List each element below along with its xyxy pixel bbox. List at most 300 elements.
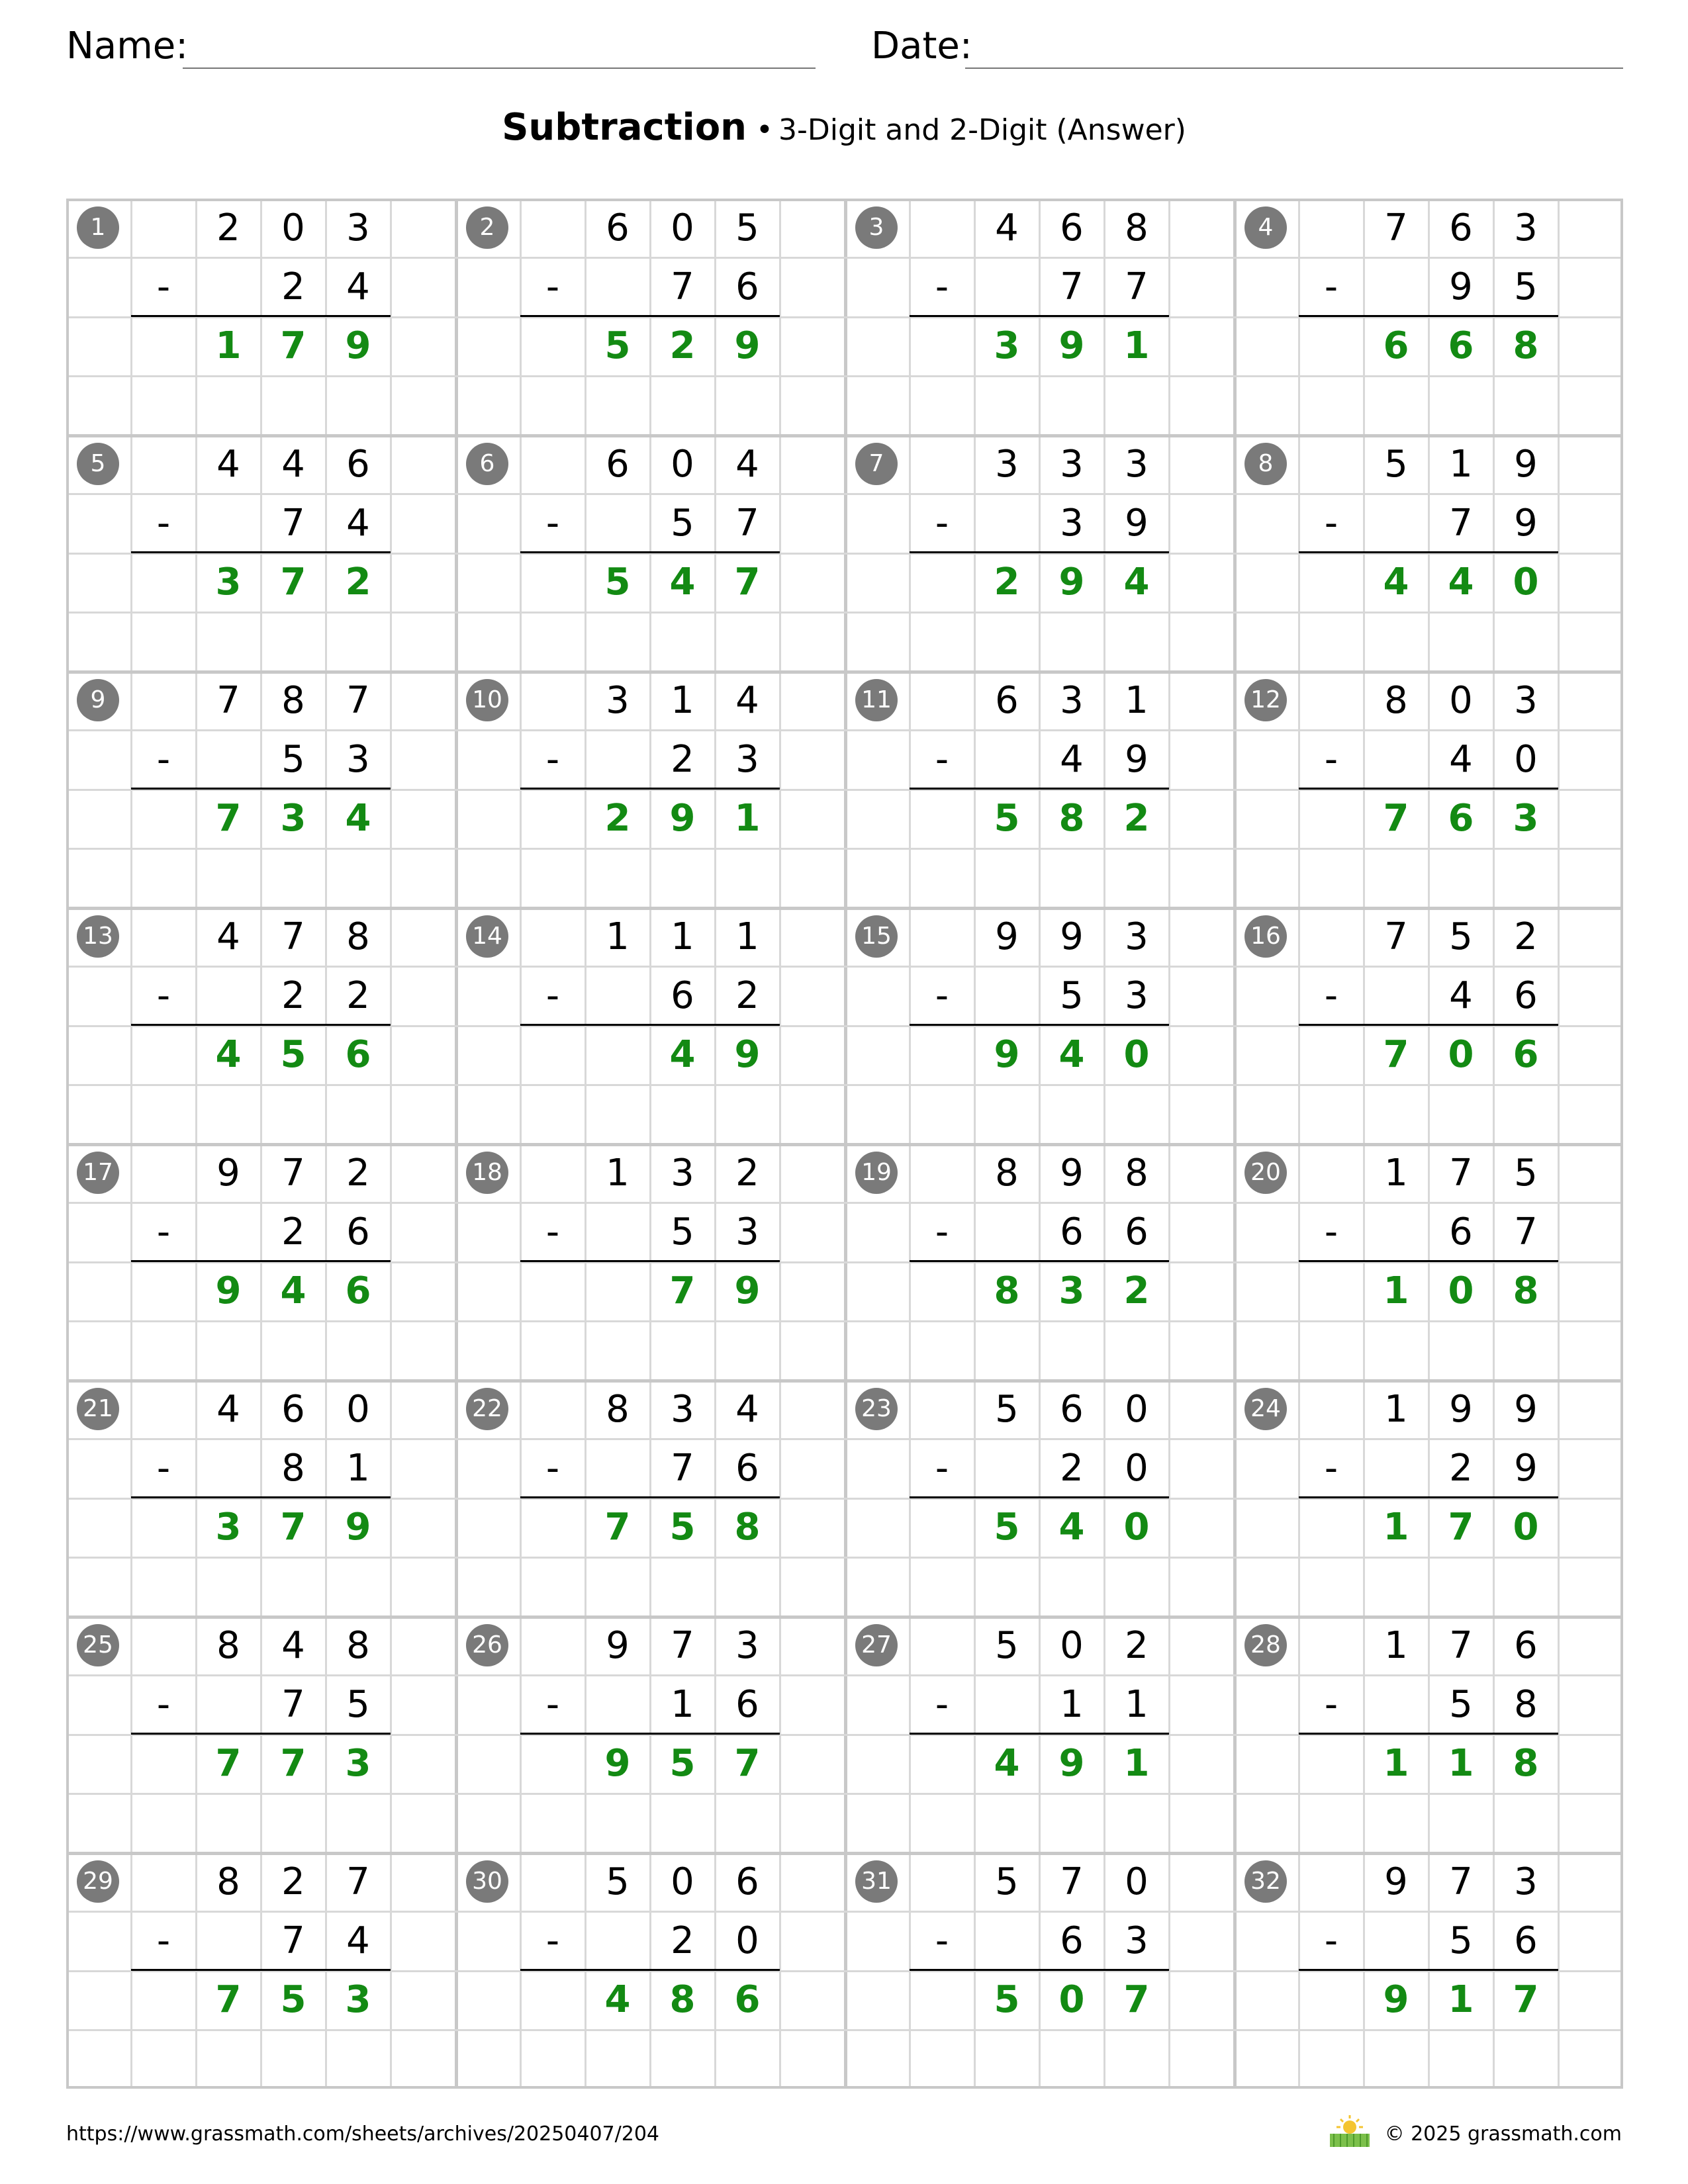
answer-digit[interactable]: 0 xyxy=(1448,1269,1474,1312)
minuend-digit: 0 xyxy=(281,206,305,250)
minuend-digit: 1 xyxy=(1384,1624,1408,1667)
minuend-digit: 8 xyxy=(216,1860,240,1903)
answer-digit[interactable]: 9 xyxy=(1383,1978,1409,2021)
footer-url[interactable]: https://www.grassmath.com/sheets/archives/20250407/204 xyxy=(66,2122,660,2146)
subtrahend-digit: 9 xyxy=(1514,502,1538,545)
answer-digit[interactable]: 4 xyxy=(1448,561,1474,604)
answer-digit[interactable]: 5 xyxy=(604,324,631,367)
minuend-digit: 3 xyxy=(671,1152,694,1195)
answer-digit[interactable]: 7 xyxy=(280,324,306,367)
answer-digit[interactable]: 8 xyxy=(734,1506,761,1549)
subtrahend-digit: 9 xyxy=(1125,502,1149,545)
minus-sign: - xyxy=(1324,1919,1338,1962)
minuend-digit: 8 xyxy=(1125,206,1149,250)
answer-digit[interactable]: 1 xyxy=(1448,1978,1474,2021)
answer-digit[interactable]: 3 xyxy=(215,561,242,604)
minuend-digit: 3 xyxy=(346,206,370,250)
minuend-digit: 4 xyxy=(281,1624,305,1667)
minus-sign: - xyxy=(156,738,171,781)
minus-sign: - xyxy=(935,974,949,1017)
subtrahend-digit: 3 xyxy=(346,738,370,781)
minuend-digit: 1 xyxy=(606,1152,630,1195)
minuend-digit: 9 xyxy=(216,1152,240,1195)
worksheet-title xyxy=(0,105,1688,159)
minuend-digit: 0 xyxy=(1125,1388,1149,1431)
answer-digit[interactable]: 6 xyxy=(1448,324,1474,367)
answer-digit[interactable]: 8 xyxy=(1058,797,1085,840)
minuend-digit: 8 xyxy=(995,1152,1019,1195)
answer-digit[interactable]: 5 xyxy=(994,797,1020,840)
answer-digit[interactable]: 7 xyxy=(604,1506,631,1549)
answer-digit[interactable]: 5 xyxy=(604,561,631,604)
problem-number-badge: 23 xyxy=(855,1388,898,1430)
answer-digit[interactable]: 4 xyxy=(1058,1506,1085,1549)
answer-digit[interactable]: 5 xyxy=(280,1978,306,2021)
footer-copyright: © 2025 grassmath.com xyxy=(1384,2122,1622,2146)
subtrahend-digit: 2 xyxy=(281,1210,305,1253)
subtrahend-digit: 2 xyxy=(346,974,370,1017)
minuend-digit: 7 xyxy=(346,1860,370,1903)
minuend-digit: 8 xyxy=(606,1388,630,1431)
minuend-digit: 6 xyxy=(735,1860,759,1903)
answer-digit[interactable]: 4 xyxy=(345,797,371,840)
subtrahend-digit: 4 xyxy=(346,265,370,308)
minus-sign: - xyxy=(545,502,560,545)
problem-number-badge: 12 xyxy=(1244,679,1287,721)
subtrahend-digit: 6 xyxy=(735,1683,759,1726)
subtrahend-digit: 7 xyxy=(281,502,305,545)
subtrahend-digit: 4 xyxy=(346,1919,370,1962)
problem-number-badge: 9 xyxy=(77,679,119,721)
minuend-digit: 1 xyxy=(735,915,759,958)
minus-sign: - xyxy=(156,265,171,308)
minuend-digit: 2 xyxy=(216,206,240,250)
answer-digit[interactable]: 0 xyxy=(1448,1033,1474,1076)
minuend-digit: 5 xyxy=(995,1388,1019,1431)
minuend-digit: 3 xyxy=(1060,443,1084,486)
answer-digit[interactable]: 1 xyxy=(1383,1506,1409,1549)
minuend-digit: 7 xyxy=(216,679,240,722)
subtrahend-digit: 2 xyxy=(1449,1447,1473,1490)
minuend-digit: 3 xyxy=(606,679,630,722)
date-label: Date: xyxy=(871,24,972,68)
answer-digit[interactable]: 9 xyxy=(604,1742,631,1785)
minuend-digit: 3 xyxy=(671,1388,694,1431)
minuend-digit: 1 xyxy=(1449,443,1473,486)
answer-digit[interactable]: 0 xyxy=(1513,561,1539,604)
subtrahend-digit: 6 xyxy=(671,974,694,1017)
problem-number-badge: 28 xyxy=(1244,1624,1287,1666)
title-subtitle: 3-Digit and 2-Digit (Answer) xyxy=(778,113,1186,147)
minuend-digit: 1 xyxy=(1384,1152,1408,1195)
answer-digit[interactable]: 4 xyxy=(215,1033,242,1076)
subtrahend-digit: 5 xyxy=(671,1210,694,1253)
minuend-digit: 2 xyxy=(1514,915,1538,958)
minuend-digit: 1 xyxy=(671,915,694,958)
problem-number-badge: 2 xyxy=(466,206,508,249)
subtrahend-digit: 5 xyxy=(281,738,305,781)
answer-digit[interactable]: 4 xyxy=(669,561,696,604)
answer-digit[interactable]: 8 xyxy=(1513,324,1539,367)
answer-digit[interactable]: 3 xyxy=(280,797,306,840)
answer-digit[interactable]: 1 xyxy=(1448,1742,1474,1785)
minuend-digit: 4 xyxy=(281,443,305,486)
answer-digit[interactable]: 5 xyxy=(669,1506,696,1549)
problem-number-badge: 20 xyxy=(1244,1152,1287,1194)
subtrahend-digit: 3 xyxy=(735,738,759,781)
subtrahend-digit: 2 xyxy=(735,974,759,1017)
minus-sign: - xyxy=(156,502,171,545)
answer-digit[interactable]: 5 xyxy=(994,1978,1020,2021)
answer-digit[interactable]: 8 xyxy=(1513,1269,1539,1312)
problem-number-badge: 25 xyxy=(77,1624,119,1666)
problem-number-badge: 1 xyxy=(77,206,119,249)
minuend-digit: 1 xyxy=(1125,679,1149,722)
subtrahend-digit: 2 xyxy=(1060,1447,1084,1490)
minuend-digit: 2 xyxy=(281,1860,305,1903)
minus-sign: - xyxy=(1324,265,1338,308)
answer-digit[interactable]: 9 xyxy=(215,1269,242,1312)
minuend-digit: 0 xyxy=(671,1860,694,1903)
answer-digit[interactable]: 3 xyxy=(215,1506,242,1549)
minuend-digit: 9 xyxy=(1060,1152,1084,1195)
answer-digit[interactable]: 9 xyxy=(734,1033,761,1076)
answer-digit[interactable]: 6 xyxy=(1513,1033,1539,1076)
minuend-digit: 9 xyxy=(1514,443,1538,486)
answer-digit[interactable]: 4 xyxy=(1383,561,1409,604)
answer-digit[interactable]: 8 xyxy=(1513,1742,1539,1785)
answer-digit[interactable]: 7 xyxy=(280,561,306,604)
problem-number-badge: 8 xyxy=(1244,443,1287,485)
answer-digit[interactable]: 0 xyxy=(1058,1978,1085,2021)
problem-number-badge: 5 xyxy=(77,443,119,485)
minuend-digit: 7 xyxy=(281,915,305,958)
subtrahend-digit: 4 xyxy=(346,502,370,545)
answer-digit[interactable]: 3 xyxy=(1513,797,1539,840)
subtrahend-digit: 5 xyxy=(671,502,694,545)
subtrahend-digit: 9 xyxy=(1125,738,1149,781)
answer-digit[interactable]: 9 xyxy=(669,797,696,840)
name-label: Name: xyxy=(66,24,189,68)
answer-digit[interactable]: 7 xyxy=(734,1742,761,1785)
minuend-digit: 1 xyxy=(671,679,694,722)
answer-digit[interactable]: 7 xyxy=(215,797,242,840)
answer-digit[interactable]: 9 xyxy=(1058,561,1085,604)
answer-digit[interactable]: 4 xyxy=(1058,1033,1085,1076)
answer-digit[interactable]: 7 xyxy=(215,1978,242,2021)
answer-digit[interactable]: 8 xyxy=(994,1269,1020,1312)
title-separator: • xyxy=(756,113,773,147)
answer-digit[interactable]: 3 xyxy=(345,1978,371,2021)
minuend-digit: 3 xyxy=(1514,206,1538,250)
minuend-digit: 6 xyxy=(995,679,1019,722)
minuend-digit: 6 xyxy=(1514,1624,1538,1667)
answer-digit[interactable]: 2 xyxy=(669,324,696,367)
answer-digit[interactable]: 6 xyxy=(345,1033,371,1076)
minus-sign: - xyxy=(156,1210,171,1253)
minuend-digit: 3 xyxy=(1514,679,1538,722)
subtrahend-digit: 2 xyxy=(281,265,305,308)
subtrahend-digit: 6 xyxy=(1060,1210,1084,1253)
answer-digit[interactable]: 7 xyxy=(280,1506,306,1549)
subtrahend-digit: 6 xyxy=(1449,1210,1473,1253)
subtrahend-digit: 2 xyxy=(671,1919,694,1962)
minuend-digit: 7 xyxy=(346,679,370,722)
subtrahend-digit: 3 xyxy=(1125,974,1149,1017)
answer-digit[interactable]: 7 xyxy=(1383,797,1409,840)
answer-digit[interactable]: 1 xyxy=(1383,1269,1409,1312)
answer-digit[interactable]: 8 xyxy=(669,1978,696,2021)
minus-sign: - xyxy=(545,974,560,1017)
name-line[interactable] xyxy=(183,68,816,69)
answer-digit[interactable]: 7 xyxy=(1513,1978,1539,2021)
worksheet-grid xyxy=(66,199,1623,2089)
minuend-digit: 9 xyxy=(1514,1388,1538,1431)
answer-digit[interactable]: 7 xyxy=(669,1269,696,1312)
answer-digit[interactable]: 9 xyxy=(734,1269,761,1312)
minuend-digit: 5 xyxy=(995,1624,1019,1667)
minuend-digit: 5 xyxy=(1449,915,1473,958)
answer-digit[interactable]: 4 xyxy=(669,1033,696,1076)
subtrahend-digit: 9 xyxy=(1449,265,1473,308)
answer-digit[interactable]: 4 xyxy=(994,1742,1020,1785)
answer-digit[interactable]: 1 xyxy=(734,797,761,840)
minuend-digit: 3 xyxy=(735,1624,759,1667)
answer-digit[interactable]: 9 xyxy=(1058,324,1085,367)
minuend-digit: 8 xyxy=(1125,1152,1149,1195)
minuend-digit: 6 xyxy=(346,443,370,486)
answer-digit[interactable]: 1 xyxy=(215,324,242,367)
minuend-digit: 6 xyxy=(606,443,630,486)
answer-digit[interactable]: 2 xyxy=(994,561,1020,604)
subtrahend-digit: 6 xyxy=(1514,1919,1538,1962)
subtrahend-digit: 5 xyxy=(1449,1919,1473,1962)
subtrahend-digit: 7 xyxy=(735,502,759,545)
subtrahend-digit: 5 xyxy=(1060,974,1084,1017)
minus-sign: - xyxy=(156,1447,171,1490)
minus-sign: - xyxy=(1324,1210,1338,1253)
subtrahend-digit: 5 xyxy=(346,1683,370,1726)
minus-sign: - xyxy=(935,738,949,781)
answer-digit[interactable]: 7 xyxy=(734,561,761,604)
subtrahend-digit: 6 xyxy=(1125,1210,1149,1253)
minus-sign: - xyxy=(935,1683,949,1726)
minus-sign: - xyxy=(935,265,949,308)
minuend-digit: 2 xyxy=(735,1152,759,1195)
problem-number-badge: 31 xyxy=(855,1860,898,1903)
minuend-digit: 7 xyxy=(671,1624,694,1667)
minuend-digit: 6 xyxy=(1449,206,1473,250)
subtrahend-digit: 0 xyxy=(735,1919,759,1962)
answer-digit[interactable]: 4 xyxy=(280,1269,306,1312)
minuend-digit: 2 xyxy=(1125,1624,1149,1667)
subtrahend-digit: 7 xyxy=(281,1683,305,1726)
answer-digit[interactable]: 2 xyxy=(604,797,631,840)
minuend-digit: 4 xyxy=(735,679,759,722)
title-main: Subtraction xyxy=(502,106,747,149)
problem-number-badge: 17 xyxy=(77,1152,119,1194)
problem-number-badge: 6 xyxy=(466,443,508,485)
problem-number-badge: 30 xyxy=(466,1860,508,1903)
subtrahend-digit: 6 xyxy=(1060,1919,1084,1962)
problem-number-badge: 13 xyxy=(77,915,119,958)
minuend-digit: 3 xyxy=(1125,915,1149,958)
minuend-digit: 4 xyxy=(735,443,759,486)
answer-digit[interactable]: 2 xyxy=(1123,797,1150,840)
answer-digit[interactable]: 0 xyxy=(1513,1506,1539,1549)
minuend-digit: 3 xyxy=(1060,679,1084,722)
answer-digit[interactable]: 4 xyxy=(1123,561,1150,604)
minuend-digit: 0 xyxy=(1125,1860,1149,1903)
answer-digit[interactable]: 7 xyxy=(280,1742,306,1785)
minus-sign: - xyxy=(1324,1447,1338,1490)
minus-sign: - xyxy=(545,1919,560,1962)
problem-number-badge: 27 xyxy=(855,1624,898,1666)
minus-sign: - xyxy=(935,502,949,545)
minuend-digit: 0 xyxy=(1060,1624,1084,1667)
subtrahend-digit: 7 xyxy=(1514,1210,1538,1253)
date-line[interactable] xyxy=(965,68,1623,69)
answer-digit[interactable]: 6 xyxy=(734,1978,761,2021)
minuend-digit: 1 xyxy=(1384,1388,1408,1431)
minus-sign: - xyxy=(1324,974,1338,1017)
answer-digit[interactable]: 5 xyxy=(280,1033,306,1076)
minuend-digit: 7 xyxy=(1384,206,1408,250)
minuend-digit: 0 xyxy=(1449,679,1473,722)
answer-digit[interactable]: 9 xyxy=(1058,1742,1085,1785)
minus-sign: - xyxy=(545,1210,560,1253)
minus-sign: - xyxy=(1324,1683,1338,1726)
answer-digit[interactable]: 1 xyxy=(1123,1742,1150,1785)
minuend-digit: 3 xyxy=(1514,1860,1538,1903)
problem-number-badge: 29 xyxy=(77,1860,119,1903)
answer-digit[interactable]: 3 xyxy=(345,1742,371,1785)
grass-sun-logo-icon xyxy=(1326,2113,1374,2150)
minuend-digit: 2 xyxy=(346,1152,370,1195)
subtrahend-digit: 7 xyxy=(671,1447,694,1490)
answer-digit[interactable]: 6 xyxy=(1383,324,1409,367)
subtrahend-digit: 7 xyxy=(1060,265,1084,308)
answer-digit[interactable]: 0 xyxy=(1123,1033,1150,1076)
subtrahend-digit: 3 xyxy=(1060,502,1084,545)
answer-digit[interactable]: 3 xyxy=(1058,1269,1085,1312)
minuend-digit: 7 xyxy=(281,1152,305,1195)
answer-digit[interactable]: 9 xyxy=(994,1033,1020,1076)
minus-sign: - xyxy=(545,1447,560,1490)
problem-number-badge: 11 xyxy=(855,679,898,721)
minuend-digit: 7 xyxy=(1449,1152,1473,1195)
minus-sign: - xyxy=(156,1683,171,1726)
problem-number-badge: 10 xyxy=(466,679,508,721)
minuend-digit: 4 xyxy=(735,1388,759,1431)
minuend-digit: 6 xyxy=(1060,1388,1084,1431)
subtrahend-digit: 3 xyxy=(1125,1919,1149,1962)
answer-digit[interactable]: 6 xyxy=(345,1269,371,1312)
answer-digit[interactable]: 7 xyxy=(1383,1033,1409,1076)
answer-digit[interactable]: 9 xyxy=(734,324,761,367)
answer-digit[interactable]: 7 xyxy=(1448,1506,1474,1549)
answer-digit[interactable]: 4 xyxy=(604,1978,631,2021)
problem-number-badge: 7 xyxy=(855,443,898,485)
minuend-digit: 5 xyxy=(735,206,759,250)
problem-number-badge: 24 xyxy=(1244,1388,1287,1430)
minus-sign: - xyxy=(156,1919,171,1962)
subtrahend-digit: 7 xyxy=(1449,502,1473,545)
answer-digit[interactable]: 1 xyxy=(1383,1742,1409,1785)
minuend-digit: 9 xyxy=(1060,915,1084,958)
answer-digit[interactable]: 1 xyxy=(1123,324,1150,367)
subtrahend-digit: 1 xyxy=(1125,1683,1149,1726)
problem-number-badge: 3 xyxy=(855,206,898,249)
minus-sign: - xyxy=(1324,502,1338,545)
problem-number-badge: 22 xyxy=(466,1388,508,1430)
minuend-digit: 9 xyxy=(1449,1388,1473,1431)
subtrahend-digit: 0 xyxy=(1514,738,1538,781)
problem-number-badge: 19 xyxy=(855,1152,898,1194)
minuend-digit: 0 xyxy=(671,443,694,486)
minuend-digit: 4 xyxy=(995,206,1019,250)
minuend-digit: 5 xyxy=(995,1860,1019,1903)
minuend-digit: 5 xyxy=(606,1860,630,1903)
subtrahend-digit: 1 xyxy=(1060,1683,1084,1726)
problem-number-badge: 16 xyxy=(1244,915,1287,958)
minuend-digit: 3 xyxy=(995,443,1019,486)
subtrahend-digit: 4 xyxy=(1060,738,1084,781)
subtrahend-digit: 1 xyxy=(671,1683,694,1726)
grid-frame xyxy=(66,199,1623,2089)
subtrahend-digit: 0 xyxy=(1125,1447,1149,1490)
minuend-digit: 6 xyxy=(1060,206,1084,250)
answer-digit[interactable]: 2 xyxy=(1123,1269,1150,1312)
answer-digit[interactable]: 7 xyxy=(1123,1978,1150,2021)
answer-digit[interactable]: 0 xyxy=(1123,1506,1150,1549)
minus-sign: - xyxy=(545,1683,560,1726)
answer-digit[interactable]: 6 xyxy=(1448,797,1474,840)
answer-digit[interactable]: 9 xyxy=(345,1506,371,1549)
minus-sign: - xyxy=(1324,738,1338,781)
minus-sign: - xyxy=(935,1919,949,1962)
subtrahend-digit: 7 xyxy=(671,265,694,308)
minuend-digit: 9 xyxy=(606,1624,630,1667)
subtrahend-digit: 8 xyxy=(281,1447,305,1490)
minuend-digit: 3 xyxy=(1125,443,1149,486)
minuend-digit: 8 xyxy=(1384,679,1408,722)
answer-digit[interactable]: 5 xyxy=(669,1742,696,1785)
minuend-digit: 7 xyxy=(1449,1860,1473,1903)
subtrahend-digit: 5 xyxy=(1449,1683,1473,1726)
answer-digit[interactable]: 7 xyxy=(215,1742,242,1785)
minuend-digit: 9 xyxy=(995,915,1019,958)
minuend-digit: 1 xyxy=(606,915,630,958)
answer-digit[interactable]: 5 xyxy=(994,1506,1020,1549)
answer-digit[interactable]: 9 xyxy=(345,324,371,367)
subtrahend-digit: 7 xyxy=(1125,265,1149,308)
answer-digit[interactable]: 3 xyxy=(994,324,1020,367)
answer-digit[interactable]: 2 xyxy=(345,561,371,604)
minus-sign: - xyxy=(935,1447,949,1490)
problem-number-badge: 18 xyxy=(466,1152,508,1194)
subtrahend-digit: 6 xyxy=(735,1447,759,1490)
minuend-digit: 8 xyxy=(216,1624,240,1667)
subtrahend-digit: 8 xyxy=(1514,1683,1538,1726)
minuend-digit: 6 xyxy=(281,1388,305,1431)
minuend-digit: 4 xyxy=(216,443,240,486)
minuend-digit: 0 xyxy=(671,206,694,250)
subtrahend-digit: 3 xyxy=(735,1210,759,1253)
minuend-digit: 9 xyxy=(1384,1860,1408,1903)
subtrahend-digit: 2 xyxy=(281,974,305,1017)
problem-number-badge: 32 xyxy=(1244,1860,1287,1903)
